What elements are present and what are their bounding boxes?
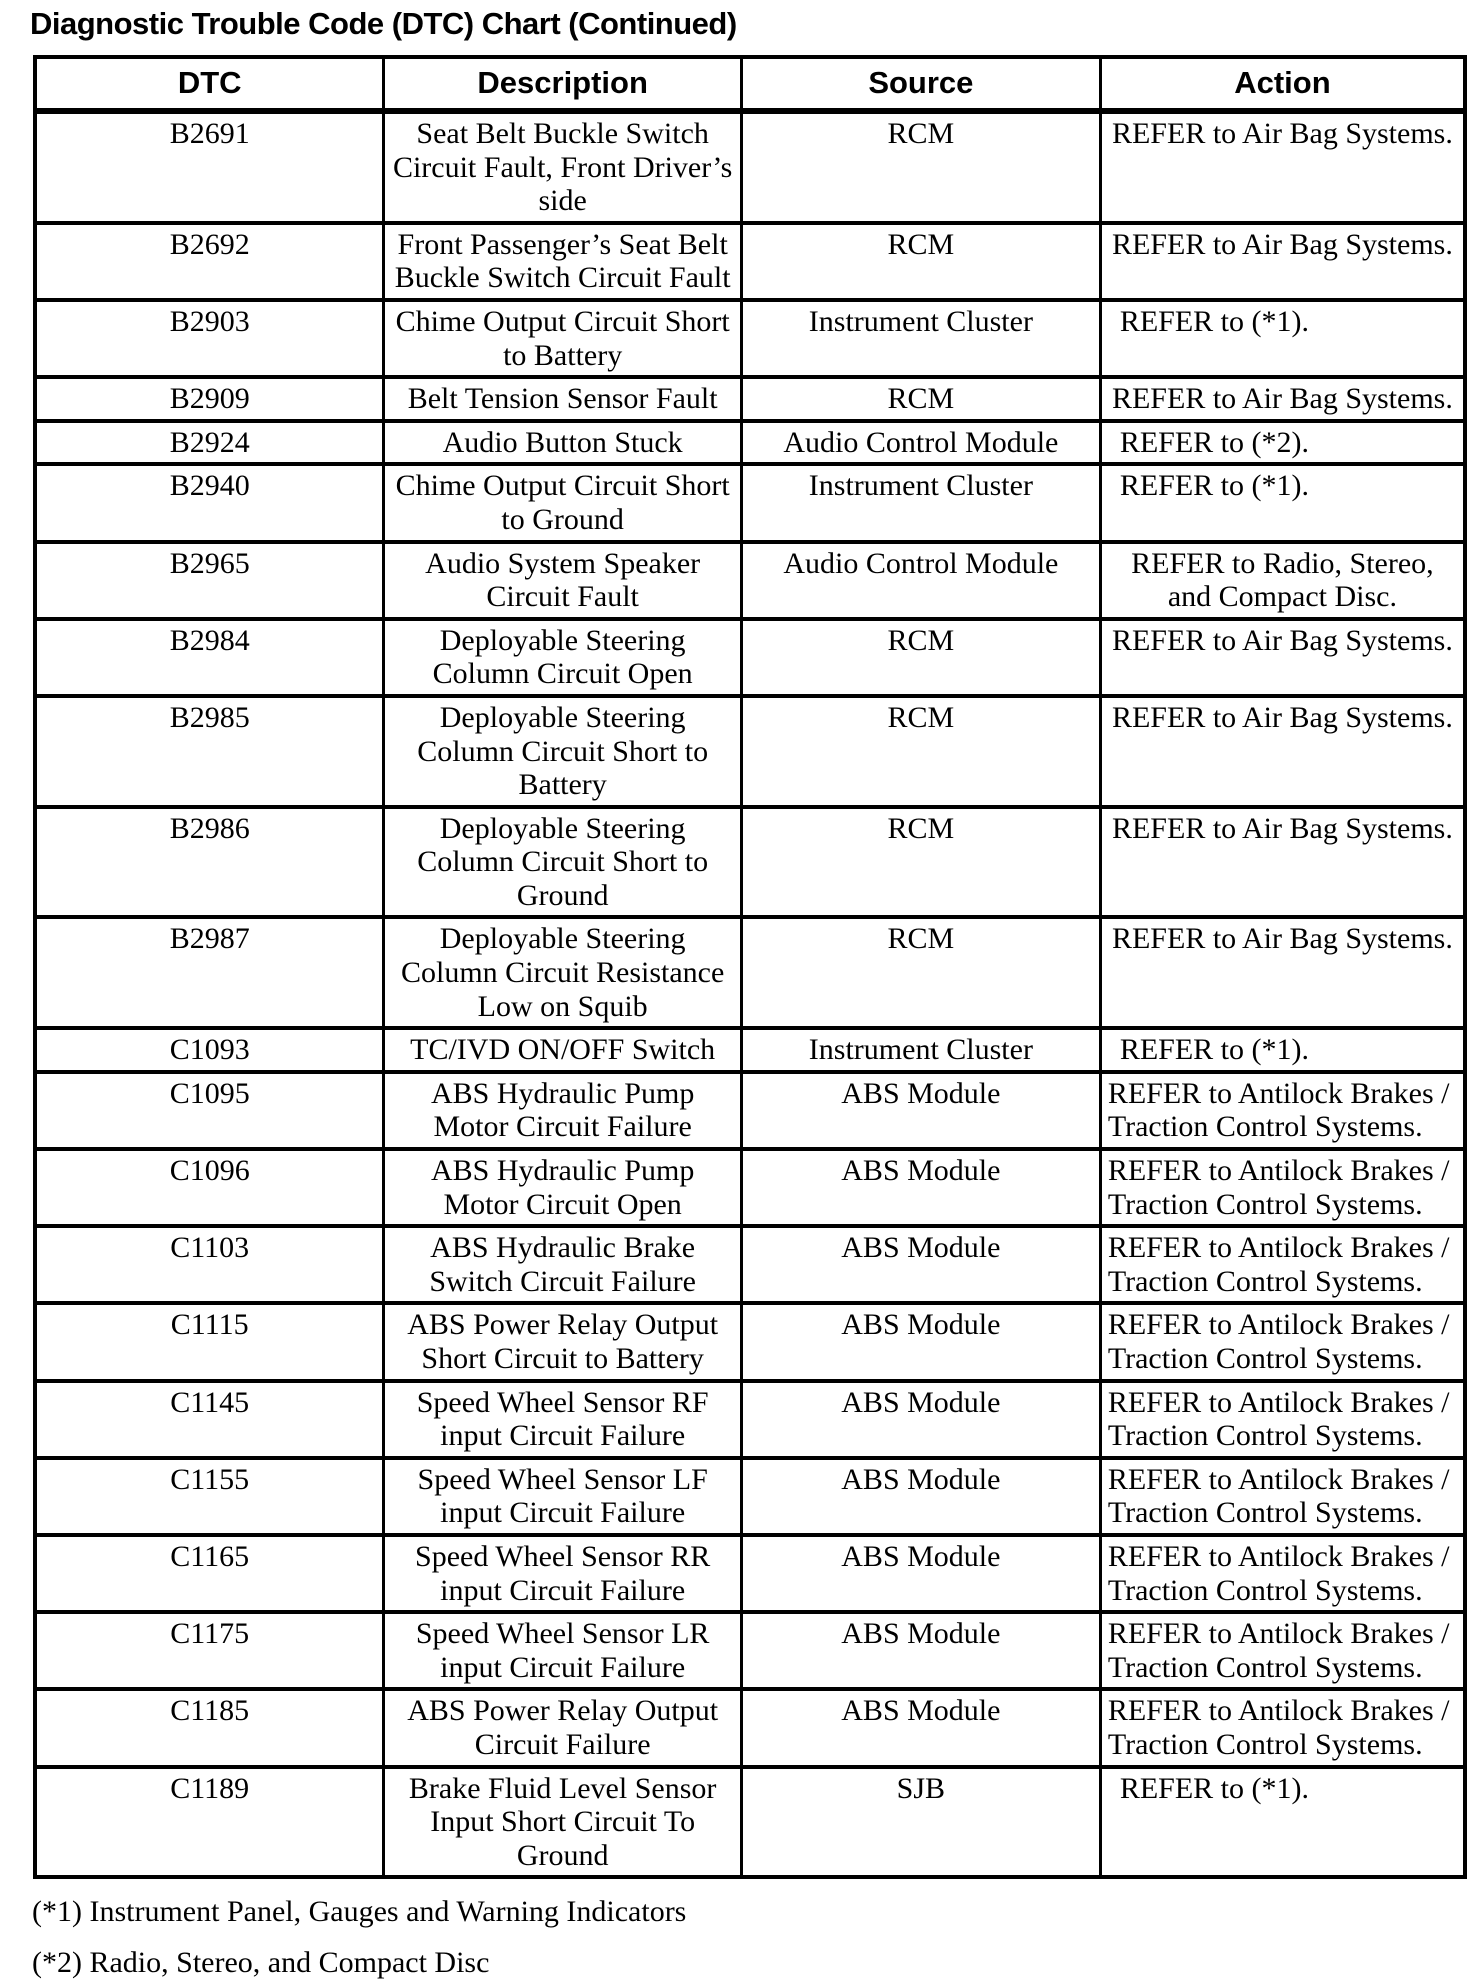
table-row [35,1303,1465,1380]
source-cell: Audio Control Module [741,421,1100,465]
dtc-cell: C1096 [35,1149,384,1226]
source-cell: SJB [741,1767,1100,1878]
table-row [35,1226,1465,1303]
source-cell: Instrument Cluster [741,464,1100,541]
table-row [35,807,1465,918]
table-row [35,377,1465,421]
table-row [35,1149,1465,1226]
action-cell: REFER to Radio, Stereo, and Compact Disc. [1100,542,1465,619]
source-cell: ABS Module [741,1381,1100,1458]
source-cell: ABS Module [741,1303,1100,1380]
action-cell: REFER to Air Bag Systems. [1100,696,1465,807]
action-cell: REFER to Antilock Brakes / Traction Control Systems. [1100,1072,1465,1149]
table-row [35,1767,1465,1878]
table-row [35,111,1465,223]
source-cell: ABS Module [741,1226,1100,1303]
footnote-1: (*1) Instrument Panel, Gauges and Warning Indicators [32,1895,687,1929]
table-row [35,1689,1465,1766]
dtc-table [33,55,1467,1879]
dtc-cell: B2692 [35,223,384,300]
description-cell: ABS Hydraulic Pump Motor Circuit Failure [384,1072,742,1149]
description-cell: Deployable Steering Column Circuit Open [384,619,742,696]
column-header-source: Source [741,57,1100,111]
description-cell: Belt Tension Sensor Fault [384,377,742,421]
dtc-cell: C1095 [35,1072,384,1149]
column-header-dtc: DTC [35,57,384,111]
description-cell: Front Passenger’s Seat Belt Buckle Switch Circuit Fault [384,223,742,300]
table-row [35,300,1465,377]
source-cell: ABS Module [741,1689,1100,1766]
footnote-2: (*2) Radio, Stereo, and Compact Disc [32,1945,490,1979]
dtc-cell: B2924 [35,421,384,465]
table-row [35,1612,1465,1689]
column-header-description: Description [384,57,742,111]
action-cell: REFER to Antilock Brakes / Traction Control Systems. [1100,1226,1465,1303]
description-cell: Seat Belt Buckle Switch Circuit Fault, Front Driver’s side [384,111,742,223]
action-cell: REFER to Air Bag Systems. [1100,223,1465,300]
source-cell: ABS Module [741,1458,1100,1535]
description-cell: ABS Hydraulic Pump Motor Circuit Open [384,1149,742,1226]
description-cell: ABS Power Relay Output Short Circuit to Battery [384,1303,742,1380]
source-cell: Instrument Cluster [741,1028,1100,1072]
description-cell: Audio Button Stuck [384,421,742,465]
source-cell: RCM [741,223,1100,300]
table-row [35,1072,1465,1149]
table-row [35,696,1465,807]
source-cell: RCM [741,111,1100,223]
source-cell: Audio Control Module [741,542,1100,619]
description-cell: Deployable Steering Column Circuit Resistance Low on Squib [384,917,742,1028]
action-cell: REFER to Air Bag Systems. [1100,807,1465,918]
source-cell: Instrument Cluster [741,300,1100,377]
header-row [35,57,1465,111]
dtc-cell: B2986 [35,807,384,918]
source-cell: RCM [741,377,1100,421]
action-cell: REFER to (*1). [1100,464,1465,541]
source-cell: RCM [741,619,1100,696]
description-cell: Speed Wheel Sensor LR input Circuit Failure [384,1612,742,1689]
source-cell: RCM [741,917,1100,1028]
dtc-cell: C1145 [35,1381,384,1458]
action-cell: REFER to Antilock Brakes / Traction Control Systems. [1100,1535,1465,1612]
table-row [35,917,1465,1028]
dtc-cell: C1155 [35,1458,384,1535]
dtc-cell: B2965 [35,542,384,619]
description-cell: ABS Hydraulic Brake Switch Circuit Failure [384,1226,742,1303]
dtc-cell: B2984 [35,619,384,696]
action-cell: REFER to Antilock Brakes / Traction Control Systems. [1100,1612,1465,1689]
action-cell: REFER to (*1). [1100,1767,1465,1878]
dtc-cell: B2909 [35,377,384,421]
dtc-cell: B2985 [35,696,384,807]
dtc-table-body [35,111,1465,1877]
action-cell: REFER to Antilock Brakes / Traction Control Systems. [1100,1689,1465,1766]
action-cell: REFER to Air Bag Systems. [1100,377,1465,421]
action-cell: REFER to (*1). [1100,300,1465,377]
dtc-cell: B2987 [35,917,384,1028]
table-row [35,1381,1465,1458]
description-cell: Deployable Steering Column Circuit Short to Battery [384,696,742,807]
description-cell: Deployable Steering Column Circuit Short to Ground [384,807,742,918]
action-cell: REFER to Antilock Brakes / Traction Control Systems. [1100,1149,1465,1226]
action-cell: REFER to Antilock Brakes / Traction Control Systems. [1100,1458,1465,1535]
action-cell: REFER to Antilock Brakes / Traction Control Systems. [1100,1303,1465,1380]
table-row [35,619,1465,696]
page-title: Diagnostic Trouble Code (DTC) Chart (Continued) [30,6,737,41]
description-cell: Brake Fluid Level Sensor Input Short Circuit To Ground [384,1767,742,1878]
table-row [35,223,1465,300]
action-cell: REFER to Air Bag Systems. [1100,619,1465,696]
source-cell: ABS Module [741,1535,1100,1612]
footnotes [32,1895,1472,1979]
action-cell: REFER to (*1). [1100,1028,1465,1072]
description-cell: Chime Output Circuit Short to Battery [384,300,742,377]
source-cell: ABS Module [741,1072,1100,1149]
source-cell: ABS Module [741,1612,1100,1689]
source-cell: ABS Module [741,1149,1100,1226]
dtc-cell: C1103 [35,1226,384,1303]
column-header-action: Action [1100,57,1465,111]
table-row [35,542,1465,619]
description-cell: Chime Output Circuit Short to Ground [384,464,742,541]
dtc-cell: C1165 [35,1535,384,1612]
description-cell: Speed Wheel Sensor LF input Circuit Failure [384,1458,742,1535]
table-row [35,1028,1465,1072]
dtc-cell: B2903 [35,300,384,377]
dtc-cell: C1115 [35,1303,384,1380]
action-cell: REFER to Air Bag Systems. [1100,111,1465,223]
dtc-table-header [35,57,1465,111]
description-cell: TC/IVD ON/OFF Switch [384,1028,742,1072]
dtc-cell: B2691 [35,111,384,223]
dtc-cell: C1175 [35,1612,384,1689]
description-cell: Speed Wheel Sensor RF input Circuit Failure [384,1381,742,1458]
description-cell: Speed Wheel Sensor RR input Circuit Failure [384,1535,742,1612]
action-cell: REFER to Air Bag Systems. [1100,917,1465,1028]
dtc-cell: C1093 [35,1028,384,1072]
table-row [35,1458,1465,1535]
dtc-cell: C1185 [35,1689,384,1766]
description-cell: ABS Power Relay Output Circuit Failure [384,1689,742,1766]
source-cell: RCM [741,696,1100,807]
source-cell: RCM [741,807,1100,918]
table-row [35,421,1465,465]
dtc-cell: B2940 [35,464,384,541]
action-cell: REFER to Antilock Brakes / Traction Control Systems. [1100,1381,1465,1458]
table-row [35,1535,1465,1612]
dtc-cell: C1189 [35,1767,384,1878]
table-row [35,464,1465,541]
description-cell: Audio System Speaker Circuit Fault [384,542,742,619]
action-cell: REFER to (*2). [1100,421,1465,465]
